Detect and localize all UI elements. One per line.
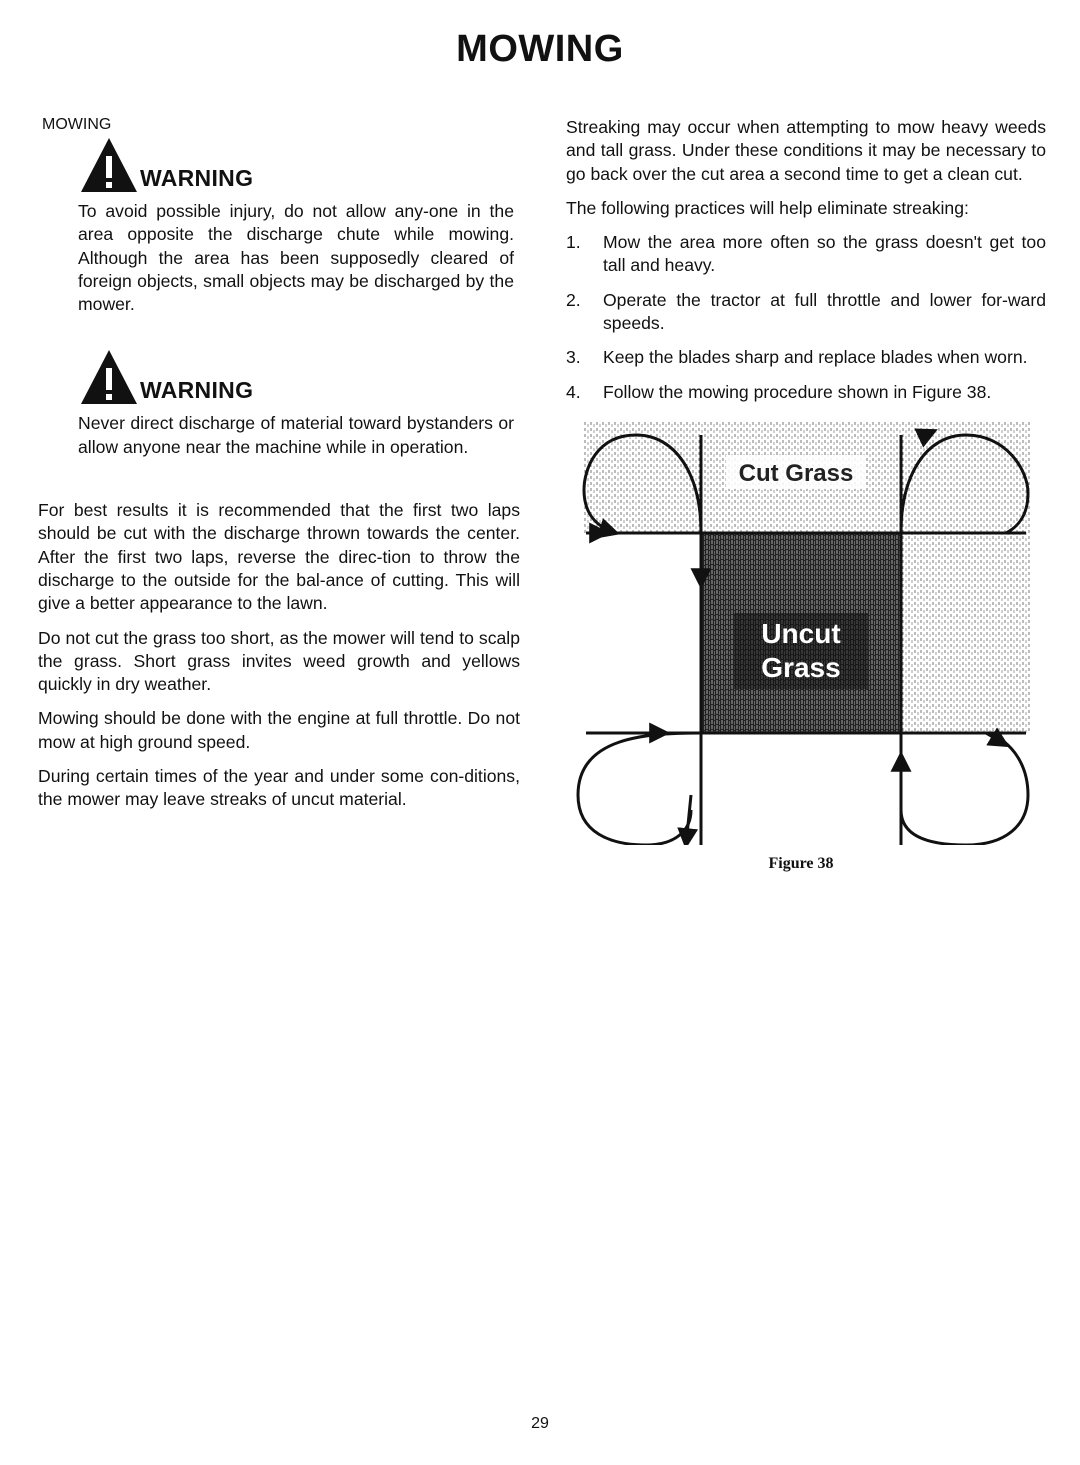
body-paragraphs	[38, 499, 520, 812]
list-text: Mow the area more often so the grass doesn't get too tall and heavy.	[603, 232, 1046, 276]
warning-block-2	[78, 338, 514, 459]
warning-text: Never direct discharge of material toward bystanders or allow anyone near the machine while in operation.	[78, 413, 514, 457]
right-column	[566, 116, 1046, 895]
left-column	[38, 116, 520, 823]
list-item	[566, 346, 1046, 369]
uncut-grass-label: Grass	[761, 651, 841, 683]
cut-grass-strip	[901, 533, 1030, 733]
paragraph: Do not cut the grass too short, as the mower will tend to scalp the grass. Short grass invites weed growth and yellows quickly in dry weather.	[38, 627, 520, 695]
page-number: 29	[531, 1415, 549, 1432]
list-number: 1.	[566, 232, 581, 253]
warning-icon	[78, 134, 140, 196]
warning-text: To avoid possible injury, do not allow any-one in the area opposite the discharge chute while mowing. Although the area has been supposedly cleared of foreign objects, small objects may be discharged by the mower.	[78, 201, 514, 315]
paragraph: Streaking may occur when attempting to mow heavy weeds and tall grass. Under these conditions it may be necessary to go back over the cut area a second time to get a clean cut.	[566, 117, 1046, 184]
list-number: 3.	[566, 347, 581, 368]
figure-caption: Figure 38	[768, 854, 834, 872]
list-number: 2.	[566, 289, 581, 310]
list-item	[566, 231, 1046, 278]
figure-38	[566, 415, 1046, 895]
streaking-steps	[566, 231, 1046, 404]
warning-block-1	[78, 126, 514, 316]
paragraph: During certain times of the year and under some con-ditions, the mower may leave streaks of uncut material.	[38, 766, 520, 810]
page-title: MOWING	[456, 28, 624, 70]
warning-icon	[78, 346, 140, 408]
list-text: Follow the mowing procedure shown in Figure 38.	[603, 381, 992, 402]
list-text: Keep the blades sharp and replace blades when worn.	[603, 347, 1028, 368]
list-number: 4.	[566, 381, 581, 402]
warning-heading: WARNING	[140, 377, 254, 404]
warning-heading: WARNING	[140, 165, 254, 191]
uncut-grass-label: Uncut	[761, 617, 841, 649]
paragraph: The following practices will help eliminate streaking:	[566, 197, 969, 218]
paragraph: Mowing should be done with the engine at full throttle. Do not mow at high ground speed.	[38, 708, 520, 752]
list-text: Operate the tractor at full throttle and lower for-ward speeds.	[603, 289, 1046, 334]
section-label: MOWING	[42, 116, 112, 133]
paragraph: For best results it is recommended that the first two laps should be cut with the discharge thrown towards the center. After the first two laps, reverse the direc-tion to throw the discharge to the outside for the bal-ance of cutting. This will give a better appearance to the lawn.	[38, 500, 520, 614]
mowing-pattern-diagram	[566, 415, 1046, 845]
list-item	[566, 289, 1046, 336]
list-item	[566, 381, 1046, 404]
cut-grass-label: Cut Grass	[738, 459, 854, 487]
